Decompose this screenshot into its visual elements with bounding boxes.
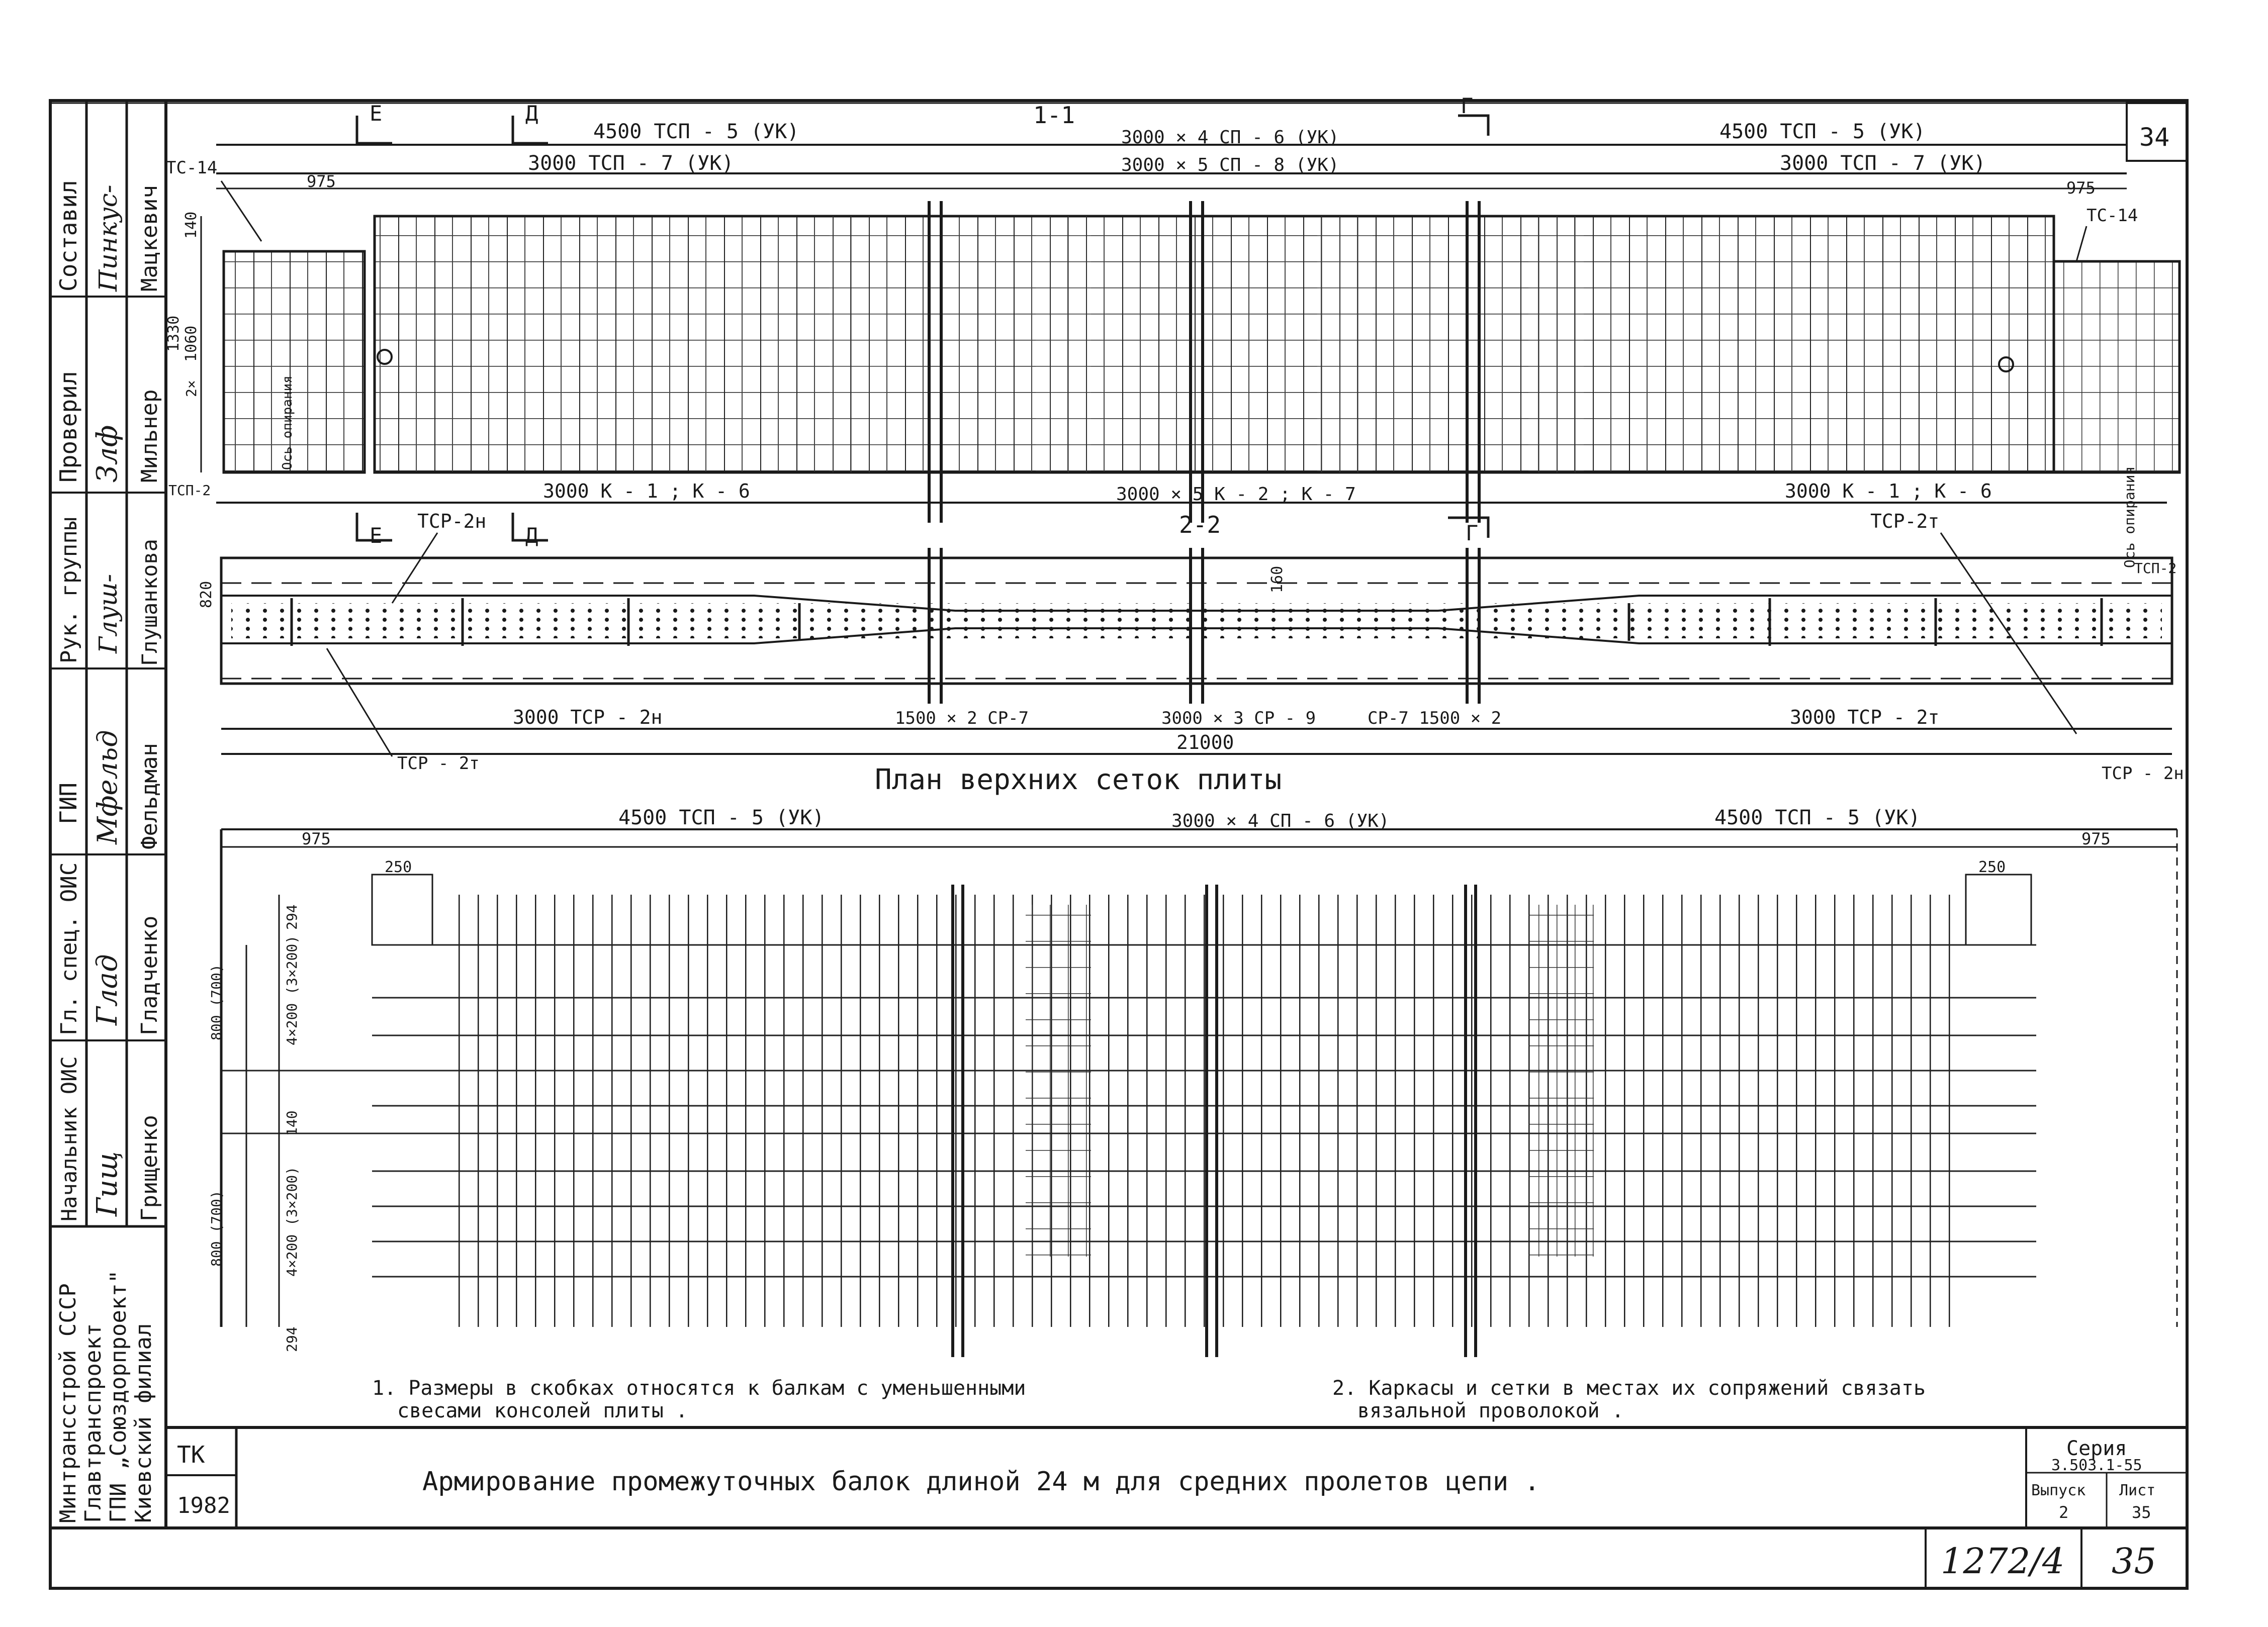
section-1-top-mid: 3000 × 4 СП - 6 (УК): [1121, 127, 1339, 148]
stamp-role-4: ГИП: [55, 782, 82, 824]
plan-title: План верхних сеток плиты: [875, 763, 1282, 796]
stamp-name-2: Мильнер: [137, 389, 162, 483]
section-1-mesh-overlap-3: [1317, 216, 1373, 472]
stamp-org-3: ГПИ „Союздорпроект": [106, 1270, 131, 1523]
plan-top-meshes: [208, 763, 2177, 1357]
section-1-mark-g: Г: [1461, 93, 1474, 118]
section-1-bottom-mid: 3000 × 5 К - 2 ; К - 7: [1116, 484, 1356, 505]
note-1-line-2: свесами консолей плиты .: [397, 1399, 688, 1422]
stamp-role-6: Начальник ОИС: [57, 1056, 81, 1221]
plan-top-mid: 3000 × 4 СП - 6 (УК): [1171, 811, 1390, 831]
section-2-total: 21000: [1176, 731, 1234, 753]
plan-top-right: 4500 ТСП - 5 (УК): [1714, 806, 1921, 829]
section-2-dim-160: 160: [1268, 565, 1286, 593]
section-2-dim-cp7-left: 1500 × 2 СР-7: [895, 708, 1029, 728]
stamp-sign-1: Пинкус-: [94, 184, 123, 292]
series-label: Серия: [2066, 1437, 2127, 1460]
section-1-second-left: 3000 ТСП - 7 (УК): [528, 152, 734, 175]
page-number-corner: 34: [2139, 123, 2170, 152]
issue-label: Выпуск: [2031, 1482, 2086, 1499]
note-2-line-1: 2. Каркасы и сетки в местах их сопряжений связать: [1332, 1377, 1926, 1400]
section-1-dim-2x: 2×: [183, 380, 200, 397]
plan-dim-294-bot: 294: [284, 1326, 300, 1352]
left-stamp: [50, 101, 166, 1528]
section-2-dim-cp7-right: СР-7 1500 × 2: [1368, 708, 1502, 728]
stamp-year: 1982: [177, 1493, 230, 1518]
plan-overlap-1: [1026, 905, 1091, 1257]
stamp-name-1: Мацкевич: [137, 185, 162, 292]
section-1-title: 1-1: [1033, 102, 1075, 129]
page-number-bottom: 35: [2112, 1541, 2157, 1582]
plan-bars-main: [442, 895, 1966, 1327]
plan-overlap-2: [1528, 905, 1594, 1257]
note-1-line-1: 1. Размеры в скобках относятся к балкам с уменьшенными: [372, 1377, 1026, 1400]
stamp-role-3: Рук. группы: [56, 517, 82, 663]
stamp-sign-3: Глуш-: [94, 573, 123, 653]
title-block: [50, 1427, 2187, 1588]
note-2-line-2: вязальной проволокой .: [1357, 1399, 1624, 1422]
section-2-title: 2-2: [1179, 511, 1221, 538]
section-2-rebar-dots: [231, 603, 2162, 638]
stamp-org-1: Минтрансстрой СССР: [55, 1283, 81, 1523]
plan-dim-4x200-bot: 4×200 (3×200): [284, 1166, 300, 1277]
section-2-dim-mid: 3000 × 3 СР - 9: [1161, 708, 1316, 728]
section-2-mark-d: Д: [525, 523, 538, 548]
stamp-name-3: Глушанкова: [137, 539, 162, 666]
stamp-org-4: Киевский филиал: [131, 1323, 156, 1523]
plan-250-left: 250: [385, 858, 412, 876]
stamp-sign-6: Гищ: [91, 1151, 124, 1216]
section-1-dim-1060: 1060: [183, 325, 200, 362]
plan-dim-800-top: 800 (700): [208, 964, 225, 1040]
section-1-mesh-main: [375, 216, 2054, 472]
section-2-tcr2n-right: ТСР - 2н: [2102, 763, 2184, 784]
section-1-mesh-overlap-4: [1528, 216, 1584, 472]
stamp-tk: ТК: [177, 1441, 205, 1468]
section-1-tc14-right: ТС-14: [2086, 206, 2138, 226]
stamp-name-5: Гладченко: [137, 915, 162, 1035]
plan-975-left: 975: [302, 829, 331, 848]
notes: [372, 1377, 1926, 1422]
section-1-mesh-right-end: [2054, 261, 2180, 472]
section-1-tcp2-left: ТСП-2: [168, 482, 211, 499]
plan-top-left: 4500 ТСП - 5 (УК): [618, 806, 825, 829]
drawing-title: Армирование промежуточных балок длиной 24 м для средних пролетов цепи .: [422, 1467, 1540, 1497]
plan-dim-140: 140: [284, 1110, 300, 1136]
stamp-name-4: Фельдман: [137, 743, 162, 849]
section-1-axis-note-right: Ось опирания: [2121, 466, 2138, 568]
plan-dim-800-bot: 800 (700): [208, 1190, 225, 1267]
series-value: 3.503.1-55: [2051, 1457, 2142, 1474]
plan-975-right: 975: [2081, 829, 2111, 848]
section-1-tcp2-right: ТСП-2: [2134, 560, 2177, 577]
section-1-dim-140: 140: [183, 211, 200, 239]
section-2-tcr2n: ТСР-2н: [417, 510, 487, 532]
stamp-role-1: Составил: [55, 180, 82, 292]
section-1-975-right: 975: [2066, 178, 2096, 198]
stamp-sign-2: Злф: [91, 425, 124, 483]
sheet-label: Лист: [2119, 1482, 2156, 1499]
section-1-mark-d: Д: [525, 101, 538, 126]
section-1-mesh-overlap-2: [1036, 216, 1091, 472]
section-1-1: [165, 93, 2180, 577]
stamp-sign-4: Мфельд: [92, 730, 123, 844]
section-2-mark-g: Г: [1466, 521, 1479, 545]
section-1-bottom-right: 3000 К - 1 ; К - 6: [1785, 480, 1992, 502]
section-2-2: [198, 510, 2184, 784]
section-1-top-right: 4500 ТСП - 5 (УК): [1719, 120, 1926, 143]
section-1-mesh-overlap-1: [830, 216, 885, 472]
section-1-bottom-left: 3000 К - 1 ; К - 6: [543, 480, 750, 502]
section-1-top-left: 4500 ТСП - 5 (УК): [593, 120, 799, 143]
cut-mark-g-top: [1458, 116, 1488, 136]
section-1-tc14-left: ТС-14: [166, 158, 218, 178]
section-1-dim-1330: 1330: [165, 315, 183, 352]
stamp-org-2: Главтранспроект: [80, 1323, 106, 1523]
section-1-mark-e: Е: [370, 101, 383, 126]
archive-number: 1272/4: [1941, 1541, 2065, 1582]
stamp-sign-5: Глад: [91, 954, 124, 1025]
section-1-975-left: 975: [307, 172, 336, 191]
section-2-tcr2t-left: ТСР - 2т: [397, 753, 480, 774]
section-2-mark-e: Е: [370, 523, 383, 548]
sheet-value: 35: [2132, 1503, 2151, 1522]
section-1-axis-note: Ось опирания: [280, 375, 295, 470]
plan-250-right-box: [1966, 875, 2031, 945]
stamp-name-6: Грищенко: [137, 1115, 162, 1221]
section-1-second-mid: 3000 × 5 СП - 8 (УК): [1121, 155, 1339, 175]
section-1-second-right: 3000 ТСП - 7 (УК): [1780, 152, 1986, 175]
plan-250-right: 250: [1978, 858, 2006, 876]
section-2-dim-820: 820: [198, 581, 215, 608]
plan-dim-4x200-top: 4×200 (3×200): [284, 935, 300, 1045]
issue-value: 2: [2059, 1503, 2069, 1522]
section-2-dim-right: 3000 ТСР - 2т: [1790, 706, 1940, 728]
section-2-tcr2t-top: ТСР-2т: [1870, 510, 1940, 532]
plan-250-left-box: [372, 875, 432, 945]
section-2-dim-left: 3000 ТСР - 2н: [513, 706, 663, 728]
stamp-role-5: Гл. спец. ОИС: [56, 862, 82, 1035]
stamp-role-2: Проверил: [55, 371, 82, 483]
plan-dim-294-top: 294: [284, 904, 300, 930]
